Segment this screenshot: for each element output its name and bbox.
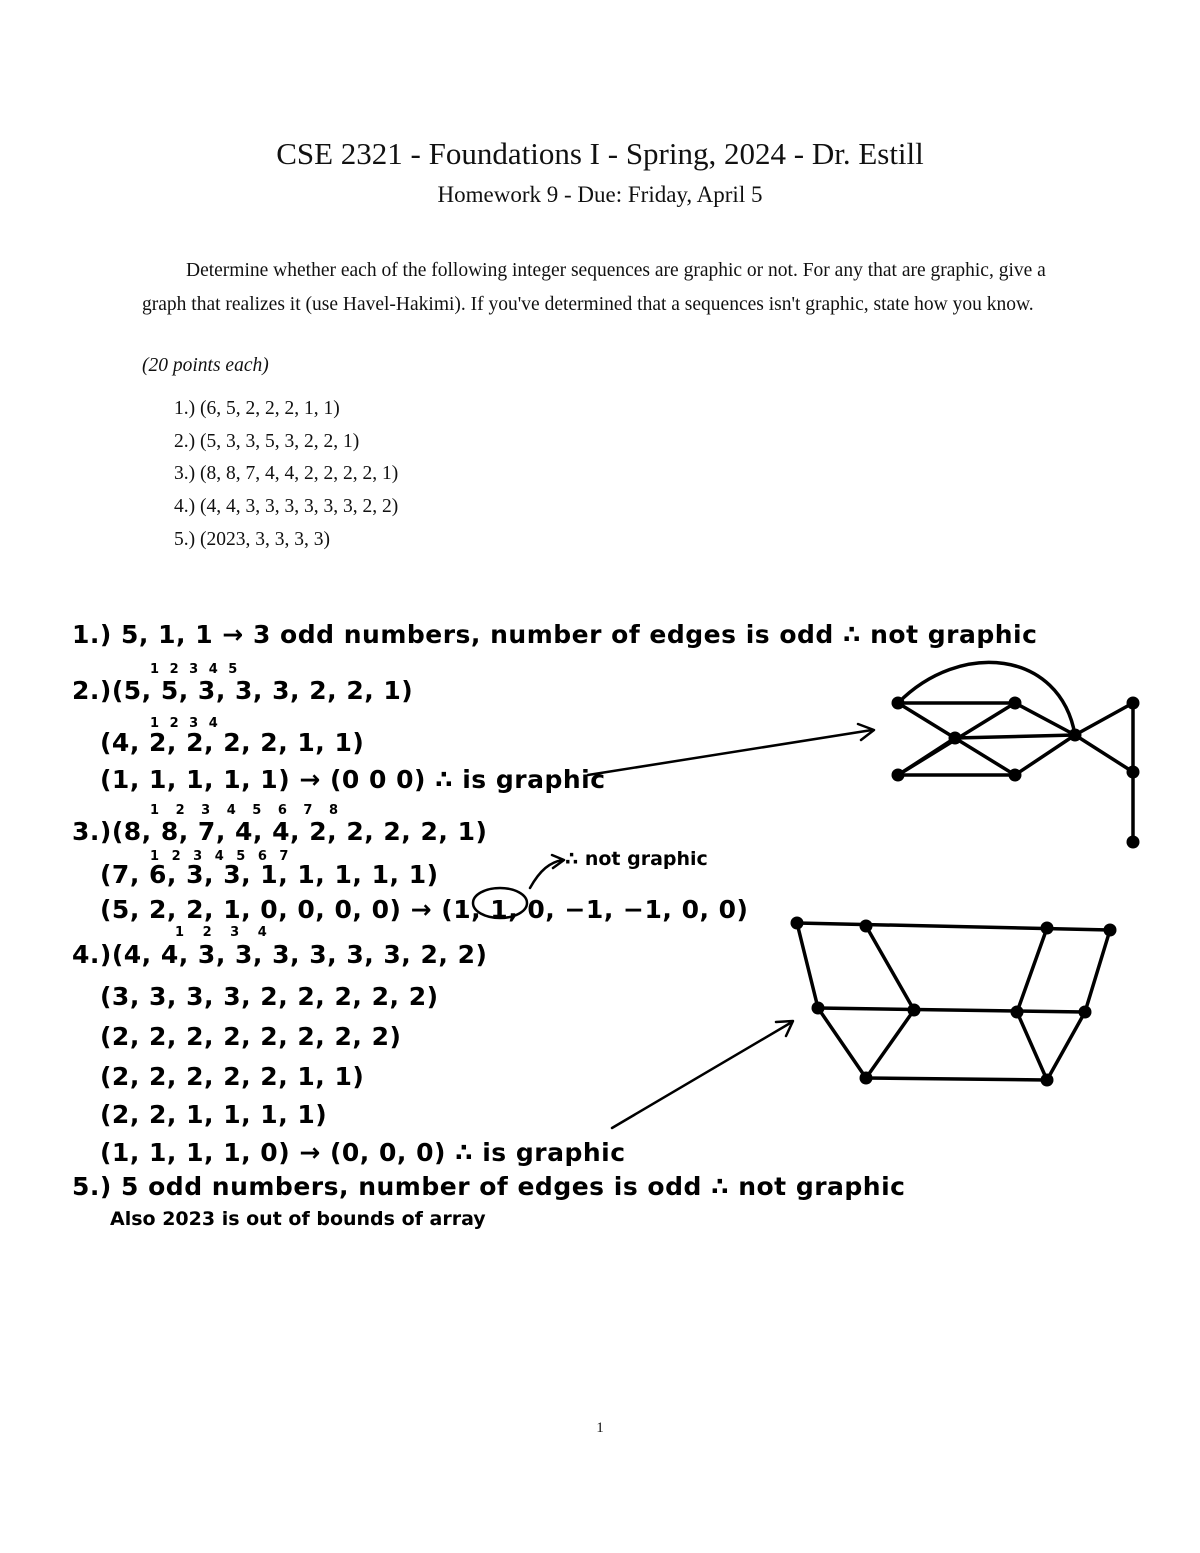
graph-2-edge xyxy=(1075,703,1133,735)
graph-2-edge xyxy=(1075,735,1133,772)
graph-4-vertex xyxy=(812,1002,825,1015)
graph-4-vertex xyxy=(1011,1006,1024,1019)
problem-item: 1.) (6, 5, 2, 2, 2, 1, 1) xyxy=(174,398,340,419)
graph-2-vertex xyxy=(1127,766,1140,779)
graph-4-edge xyxy=(1085,930,1110,1012)
answer-3-line-1: 3.)(8, 8, 7, 4, 4, 2, 2, 2, 2, 1) xyxy=(72,817,488,846)
graph-4-edge xyxy=(1047,1012,1085,1080)
answer-4-line-5: (2, 2, 1, 1, 1, 1) xyxy=(100,1100,328,1129)
answer-2-line-1: 2.)(5, 5, 3, 3, 3, 2, 2, 1) xyxy=(72,676,414,705)
graph-problem-4 xyxy=(797,923,1110,1080)
graph-4-vertex xyxy=(1104,924,1117,937)
graph-4-vertex xyxy=(1041,922,1054,935)
answer-1: 1.) 5, 1, 1 → 3 odd numbers, number of edges is odd ∴ not graphic xyxy=(72,620,1038,649)
answer-5-line-1: 5.) 5 odd numbers, number of edges is odd ∴ not graphic xyxy=(72,1172,906,1201)
answer-4-line-4: (2, 2, 2, 2, 2, 1, 1) xyxy=(100,1062,365,1091)
graph-2-edge xyxy=(898,662,1075,735)
graph-4-vertex xyxy=(860,1072,873,1085)
page-title: CSE 2321 - Foundations I - Spring, 2024 - Dr. Estill xyxy=(276,136,924,171)
page-number: 1 xyxy=(596,1420,604,1436)
graph-2-edge xyxy=(898,738,955,775)
problem-item: 5.) (2023, 3, 3, 3, 3) xyxy=(174,528,330,550)
graph-4-vertex xyxy=(791,917,804,930)
graph-4-edge xyxy=(866,1010,914,1078)
graph-2-vertex xyxy=(1069,729,1082,742)
page-subtitle: Homework 9 - Due: Friday, April 5 xyxy=(437,182,763,207)
answer-2-indices-1: 1 2 3 4 5 xyxy=(150,662,241,677)
answer-2-indices-2: 1 2 3 4 xyxy=(150,716,221,731)
instructions-body: Determine whether each of the following integer sequences are graphic or not. For any that are graphic, give a graph that realizes it (use Havel-Hakimi). If you've determined that a sequences isn't graphic, state how you know. xyxy=(142,260,1046,315)
graph-2-vertex xyxy=(1127,836,1140,849)
graph-4-vertex xyxy=(860,920,873,933)
answer-3-indices-1: 1 2 3 4 5 6 7 8 xyxy=(150,803,345,818)
graph-2-vertex xyxy=(1009,769,1022,782)
answer-3-line-3: (5, 2, 2, 1, 0, 0, 0, 0) → (1, 1, 0, −1, −1, 0, 0) xyxy=(100,895,749,924)
graph-4-vertex xyxy=(1079,1006,1092,1019)
graph-2-vertex xyxy=(1009,697,1022,710)
graph-4-edge xyxy=(818,1008,866,1078)
graph-4-vertex xyxy=(1041,1074,1054,1087)
graph-problem-2 xyxy=(898,662,1133,842)
graph-2-vertex xyxy=(892,697,905,710)
graph-4-edge xyxy=(797,923,1110,930)
arrows xyxy=(473,724,874,1128)
answer-4-line-3: (2, 2, 2, 2, 2, 2, 2, 2) xyxy=(100,1022,402,1051)
graph-4-edge xyxy=(818,1008,1085,1012)
graph-2-vertex xyxy=(949,732,962,745)
problem-item: 3.) (8, 8, 7, 4, 4, 2, 2, 2, 2, 1) xyxy=(174,463,399,485)
graph-4-edge xyxy=(866,1078,1047,1080)
problem-item: 2.) (5, 3, 3, 5, 3, 2, 2, 1) xyxy=(174,430,360,452)
arrow-to-graph-2 xyxy=(588,730,872,775)
arrow-to-graph-4 xyxy=(612,1022,792,1128)
answer-2-line-3: (1, 1, 1, 1, 1) → (0 0 0) ∴ is graphic xyxy=(100,765,606,794)
graph-4-edge xyxy=(1017,928,1047,1012)
answer-3-note: ∴ not graphic xyxy=(565,848,708,870)
answer-4-line-1: 4.)(4, 4, 3, 3, 3, 3, 3, 3, 2, 2) xyxy=(72,940,488,969)
answer-3-indices-2: 1 2 3 4 5 6 7 xyxy=(150,849,293,864)
answer-4-line-2: (3, 3, 3, 3, 2, 2, 2, 2, 2) xyxy=(100,982,439,1011)
problem-item: 4.) (4, 4, 3, 3, 3, 3, 3, 3, 2, 2) xyxy=(174,496,399,518)
graph-2-vertex xyxy=(1127,697,1140,710)
answer-3-line-2: (7, 6, 3, 3, 1, 1, 1, 1, 1) xyxy=(100,860,439,889)
answer-5-line-2: Also 2023 is out of bounds of array xyxy=(110,1208,486,1230)
graph-4-edge xyxy=(866,926,914,1010)
graph-2-edge xyxy=(955,735,1075,738)
graph-4-edge xyxy=(1017,1012,1047,1080)
graph-2-edge xyxy=(1015,735,1075,775)
answer-4-indices-1: 1 2 3 4 xyxy=(175,925,274,940)
graph-4-edge xyxy=(797,923,818,1008)
graph-2-vertex xyxy=(892,769,905,782)
graph-4-vertex xyxy=(908,1004,921,1017)
points-note: (20 points each) xyxy=(142,355,269,376)
answer-2-line-2: (4, 2, 2, 2, 2, 1, 1) xyxy=(100,728,365,757)
answer-4-line-6: (1, 1, 1, 1, 0) → (0, 0, 0) ∴ is graphic xyxy=(100,1138,626,1167)
circled-negatives xyxy=(473,888,527,918)
